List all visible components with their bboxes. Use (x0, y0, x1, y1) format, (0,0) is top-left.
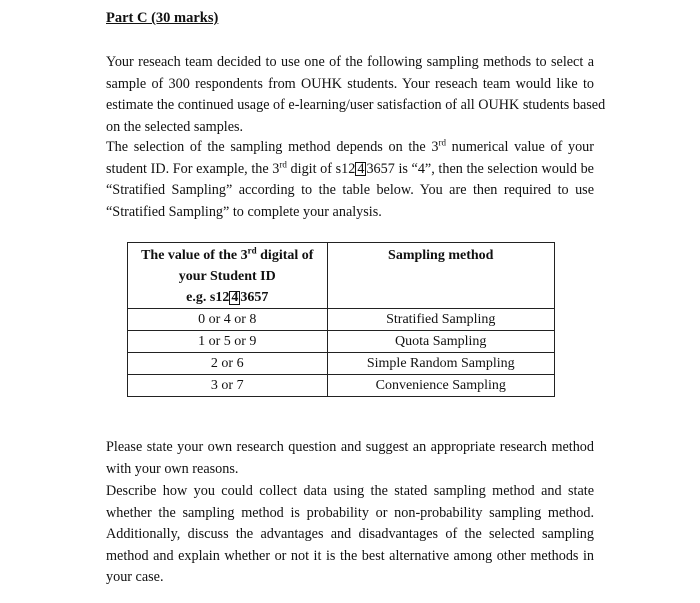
highlighted-digit: 4 (231, 290, 239, 305)
intro-line: Your reseach team decided to use one of the following sampling methods to select a (106, 54, 594, 70)
header-student-id-digit: The value of the 3rd digital of your Student ID e.g. s12 4 3657 (128, 243, 328, 309)
digit-value-cell: 2 or 6 (128, 353, 328, 375)
digit-value-cell: 0 or 4 or 8 (128, 309, 328, 331)
selection-line: student ID. For example, the 3rd digit of s12 4 3657 is “4”, then the selection would be (106, 158, 594, 177)
sampling-method-cell: Convenience Sampling (327, 375, 555, 397)
data-collection-line: Describe how you could collect data using the stated sampling method and state (106, 483, 594, 499)
table-header-row (128, 243, 555, 309)
table-row (128, 331, 555, 353)
highlighted-digit: 4 (357, 160, 365, 177)
intro-line: estimate the continued usage of e-learning/user satisfaction of all OUHK students based (106, 97, 606, 113)
research-question-line: Please state your own research question and suggest an appropriate research method (106, 439, 594, 455)
table-row (128, 375, 555, 397)
digit-value-cell: 1 or 5 or 9 (128, 331, 328, 353)
intro-paragraph (106, 52, 606, 138)
selection-line: The selection of the sampling method depends on the 3rd numerical value of your (106, 137, 594, 155)
table-row (128, 309, 555, 331)
header-sampling-method: Sampling method (327, 243, 555, 309)
data-collection-line: your case. (106, 569, 164, 585)
section-heading: Part C (30 marks) (106, 10, 219, 26)
data-collection-line: whether the sampling method is probability or non-probability sampling method. (106, 504, 594, 521)
sampling-method-cell: Simple Random Sampling (327, 353, 555, 375)
sampling-method-table (127, 242, 555, 397)
intro-line: on the selected samples. (106, 118, 244, 135)
data-collection-line: method and explain whether or not it is the best alternative among other methods in (106, 547, 594, 564)
intro-line: sample of 300 respondents from OUHK students. Your reseach team would like to (106, 75, 594, 92)
selection-line: “Stratified Sampling” according to the table below. You are then required to use (106, 182, 594, 198)
data-collection-paragraph (106, 481, 594, 589)
sampling-method-cell: Stratified Sampling (327, 309, 555, 331)
research-question-line: with your own reasons. (106, 460, 239, 477)
research-question-paragraph (106, 437, 594, 480)
selection-line: “Stratified Sampling” to complete your analysis. (106, 203, 382, 220)
data-collection-line: Additionally, discuss the advantages and disadvantages of the selected sampling (106, 526, 594, 542)
table-row (128, 353, 555, 375)
digit-value-cell: 3 or 7 (128, 375, 328, 397)
sampling-method-cell: Quota Sampling (327, 331, 555, 353)
selection-paragraph (106, 137, 594, 223)
